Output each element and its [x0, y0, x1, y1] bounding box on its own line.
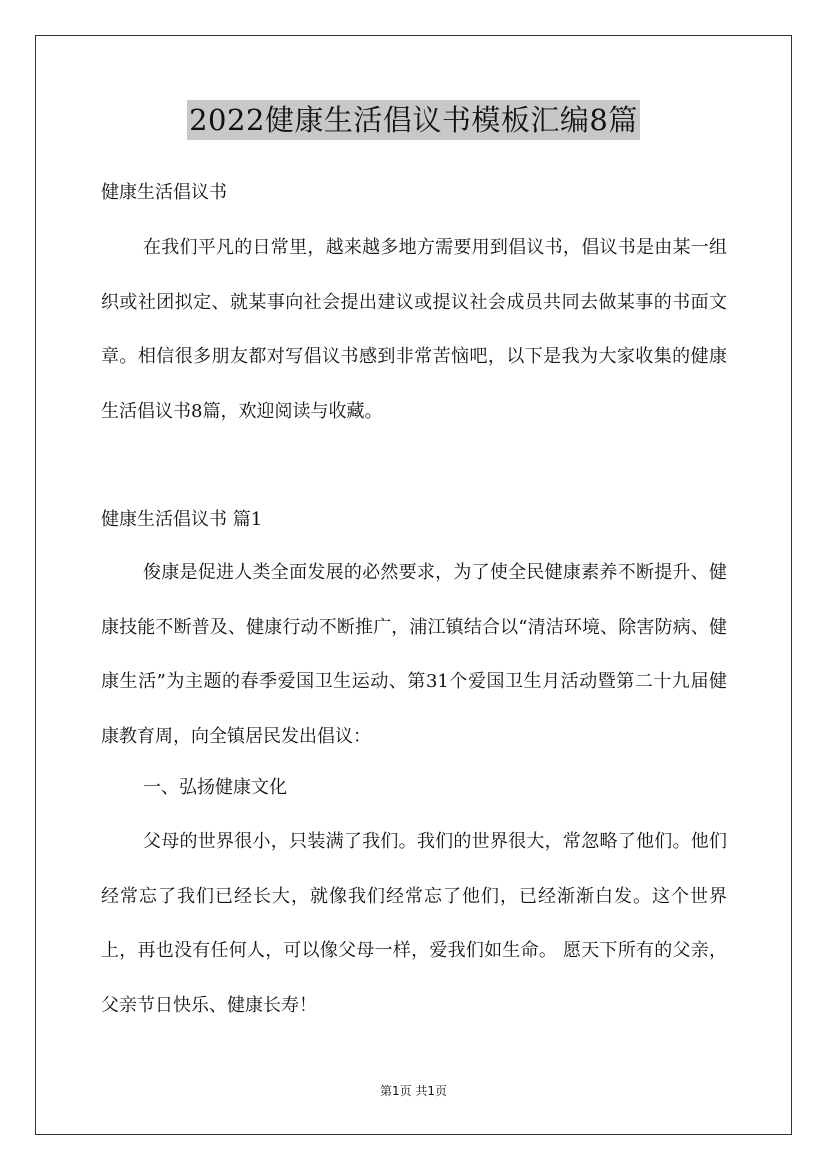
section1-paragraph: 俊康是促进人类全面发展的必然要求，为了使全民健康素养不断提升、健康技能不断普及、健康行动不断推广，浦江镇结合以“清洁环境、除害防病、健康生活”为主题的春季爱国卫生运动、第31个爱国卫生月活动暨第二十九届健康教育周，向全镇居民发出倡议： [101, 562, 727, 747]
document-title-wrapper [0, 100, 827, 140]
document-title: 2022健康生活倡议书模板汇编8篇 [187, 100, 640, 140]
subheading-promote-health-culture: 一、弘扬健康文化 [143, 777, 287, 798]
page-footer: 第1页 共1页 [379, 1084, 448, 1098]
parents-paragraph: 父母的世界很小，只装满了我们。我们的世界很大，常忽略了他们。他们经常忘了我们已经长大，就像我们经常忘了他们，已经渐渐白发。这个世界上，再也没有任何人，可以像父母一样，爱我们如生命。 愿天下所有的父亲，父亲节日快乐、健康长寿！ [101, 831, 727, 1016]
section-heading-1: 健康生活倡议书 篇1 [101, 509, 263, 530]
intro-paragraph: 在我们平凡的日常里，越来越多地方需要用到倡议书，倡议书是由某一组织或社团拟定、就某事向社会提出建议或提议社会成员共同去做某事的书面文章。相信很多朋友都对写倡议书感到非常苦恼吧，以下是我为大家收集的健康生活倡议书8篇，欢迎阅读与收藏。 [101, 237, 727, 422]
section-heading-intro: 健康生活倡议书 [101, 182, 227, 203]
